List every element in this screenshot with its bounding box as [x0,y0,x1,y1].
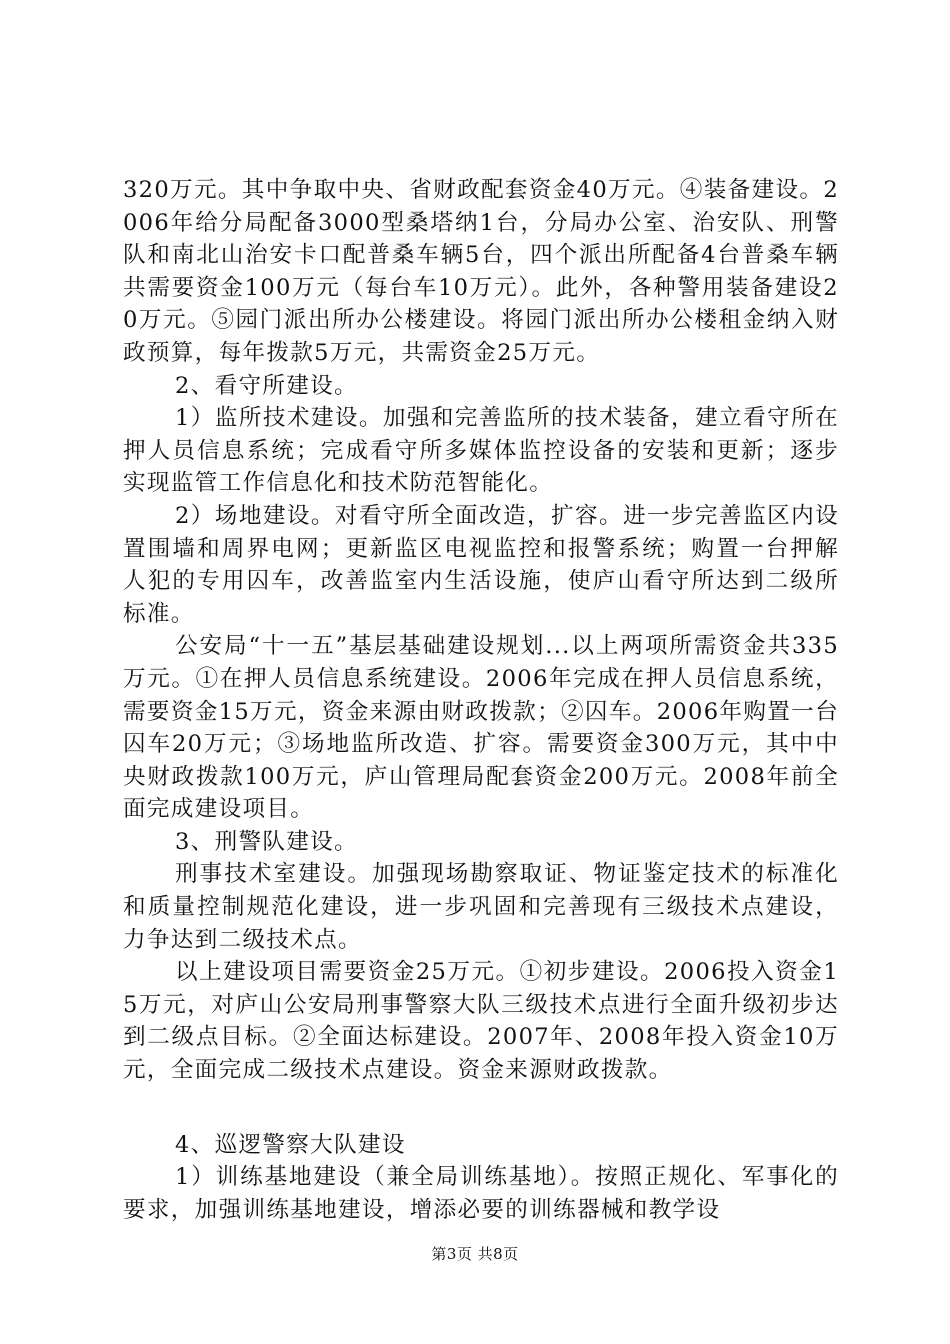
paragraph: 1）监所技术建设。加强和完善监所的技术装备，建立看守所在押人员信息系统；完成看守所多媒体监控设备的安装和更新；逐步实现监管工作信息化和技术防范智能化。 [123,405,839,497]
section-heading-criminal-police: 3、刑警队建设。 [175,828,358,855]
section-heading-detention-center: 2、看守所建设。 [175,372,358,399]
document-body [123,174,839,1226]
paragraph: 刑事技术室建设。加强现场勘察取证、物证鉴定技术的标准化和质量控制规范化建设，进一步巩固和完善现有三级技术点建设，力争达到二级技术点。 [123,861,839,953]
paragraph: 1）训练基地建设（兼全局训练基地）。按照正规化、军事化的要求，加强训练基地建设，增添必要的训练器械和教学设 [123,1164,839,1223]
section-heading-patrol-police: 4、巡逻警察大队建设 [175,1131,406,1158]
paragraph: 320万元。其中争取中央、省财政配套资金40万元。④装备建设。2006年给分局配备3000型桑塔纳1台，分局办公室、治安队、刑警队和南北山治安卡口配普桑车辆5台，四个派出所配备4台普桑车辆共需要资金100万元（每台车10万元）。此外，各种警用装备建设20万元。⑤园门派出所办公楼建设。将园门派出所办公楼租金纳入财政预算，每年拨款5万元，共需资金25万元。 [123,177,839,366]
paragraph-gap [123,1087,839,1129]
paragraph: 以上建设项目需要资金25万元。①初步建设。2006投入资金15万元，对庐山公安局刑事警察大队三级技术点进行全面升级初步达到二级点目标。②全面达标建设。2007年、2008年投入资金10万元，全面完成二级技术点建设。资金来源财政拨款。 [123,959,839,1084]
paragraph: 2）场地建设。对看守所全面改造，扩容。进一步完善监区内设置围墙和周界电网；更新监区电视监控和报警系统；购置一台押解人犯的专用囚车，改善监室内生活设施，使庐山看守所达到二级所标准。 [123,502,839,627]
page-footer: 第3页 共8页 [431,1245,519,1263]
paragraph: 公安局“十一五”基层基础建设规划...以上两项所需资金共335万元。①在押人员信息系统建设。2006年完成在押人员信息系统，需要资金15万元，资金来源由财政拨款；②囚车。2006年购置一台囚车20万元；③场地监所改造、扩容。需要资金300万元，其中中央财政拨款100万元，庐山管理局配套资金200万元。2008年前全面完成建设项目。 [123,633,839,823]
